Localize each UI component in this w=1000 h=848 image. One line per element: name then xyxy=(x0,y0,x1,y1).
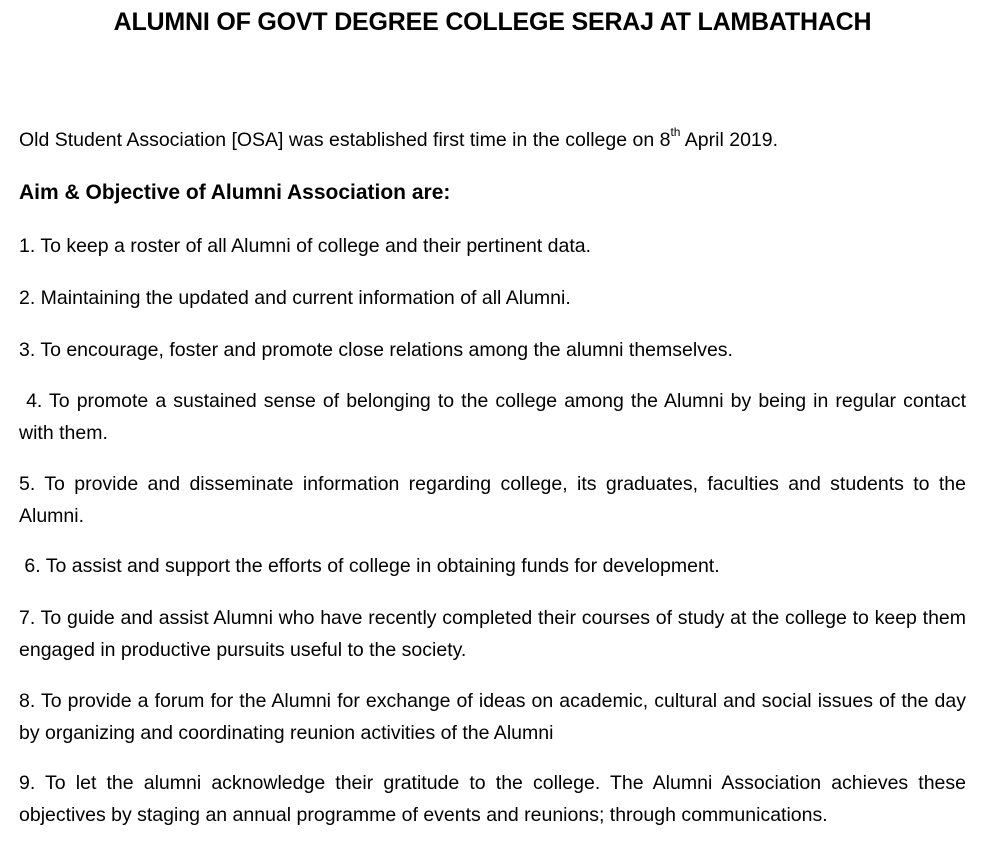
objective-item-1: 1. To keep a roster of all Alumni of college and their pertinent data. xyxy=(19,235,591,257)
objective-item-9: 9. To let the alumni acknowledge their gratitude to the college. The Alumni Association achieves these objectives by staging an annual programme of events and reunions; through communications. xyxy=(19,772,966,826)
objective-item-6: 6. To assist and support the efforts of college in obtaining funds for development. xyxy=(19,555,720,577)
objective-item-3: 3. To encourage, foster and promote close relations among the alumni themselves. xyxy=(19,339,733,361)
intro-text: Old Student Association [OSA] was established first time in the college on 8 xyxy=(19,129,671,151)
objective-item-7: 7. To guide and assist Alumni who have recently completed their courses of study at the college to keep them engaged in productive pursuits useful to the society. xyxy=(19,607,966,661)
objective-item-8: 8. To provide a forum for the Alumni for exchange of ideas on academic, cultural and social issues of the day by organizing and coordinating reunion activities of the Alumni xyxy=(19,690,966,744)
intro-date-text: April 2019. xyxy=(680,129,779,151)
ordinal-suffix: th xyxy=(670,124,681,139)
objectives-heading: Aim & Objective of Alumni Association are: xyxy=(19,181,451,204)
objective-item-2: 2. Maintaining the updated and current information of all Alumni. xyxy=(19,287,571,309)
intro-paragraph xyxy=(19,124,966,156)
objective-item-4: 4. To promote a sustained sense of belonging to the college among the Alumni by being in regular contact with them. xyxy=(19,390,972,444)
document-title: ALUMNI OF GOVT DEGREE COLLEGE SERAJ AT LAMBATHACH xyxy=(113,8,872,36)
objective-item-5: 5. To provide and disseminate information regarding college, its graduates, faculties and students to the Alumni. xyxy=(19,473,966,527)
